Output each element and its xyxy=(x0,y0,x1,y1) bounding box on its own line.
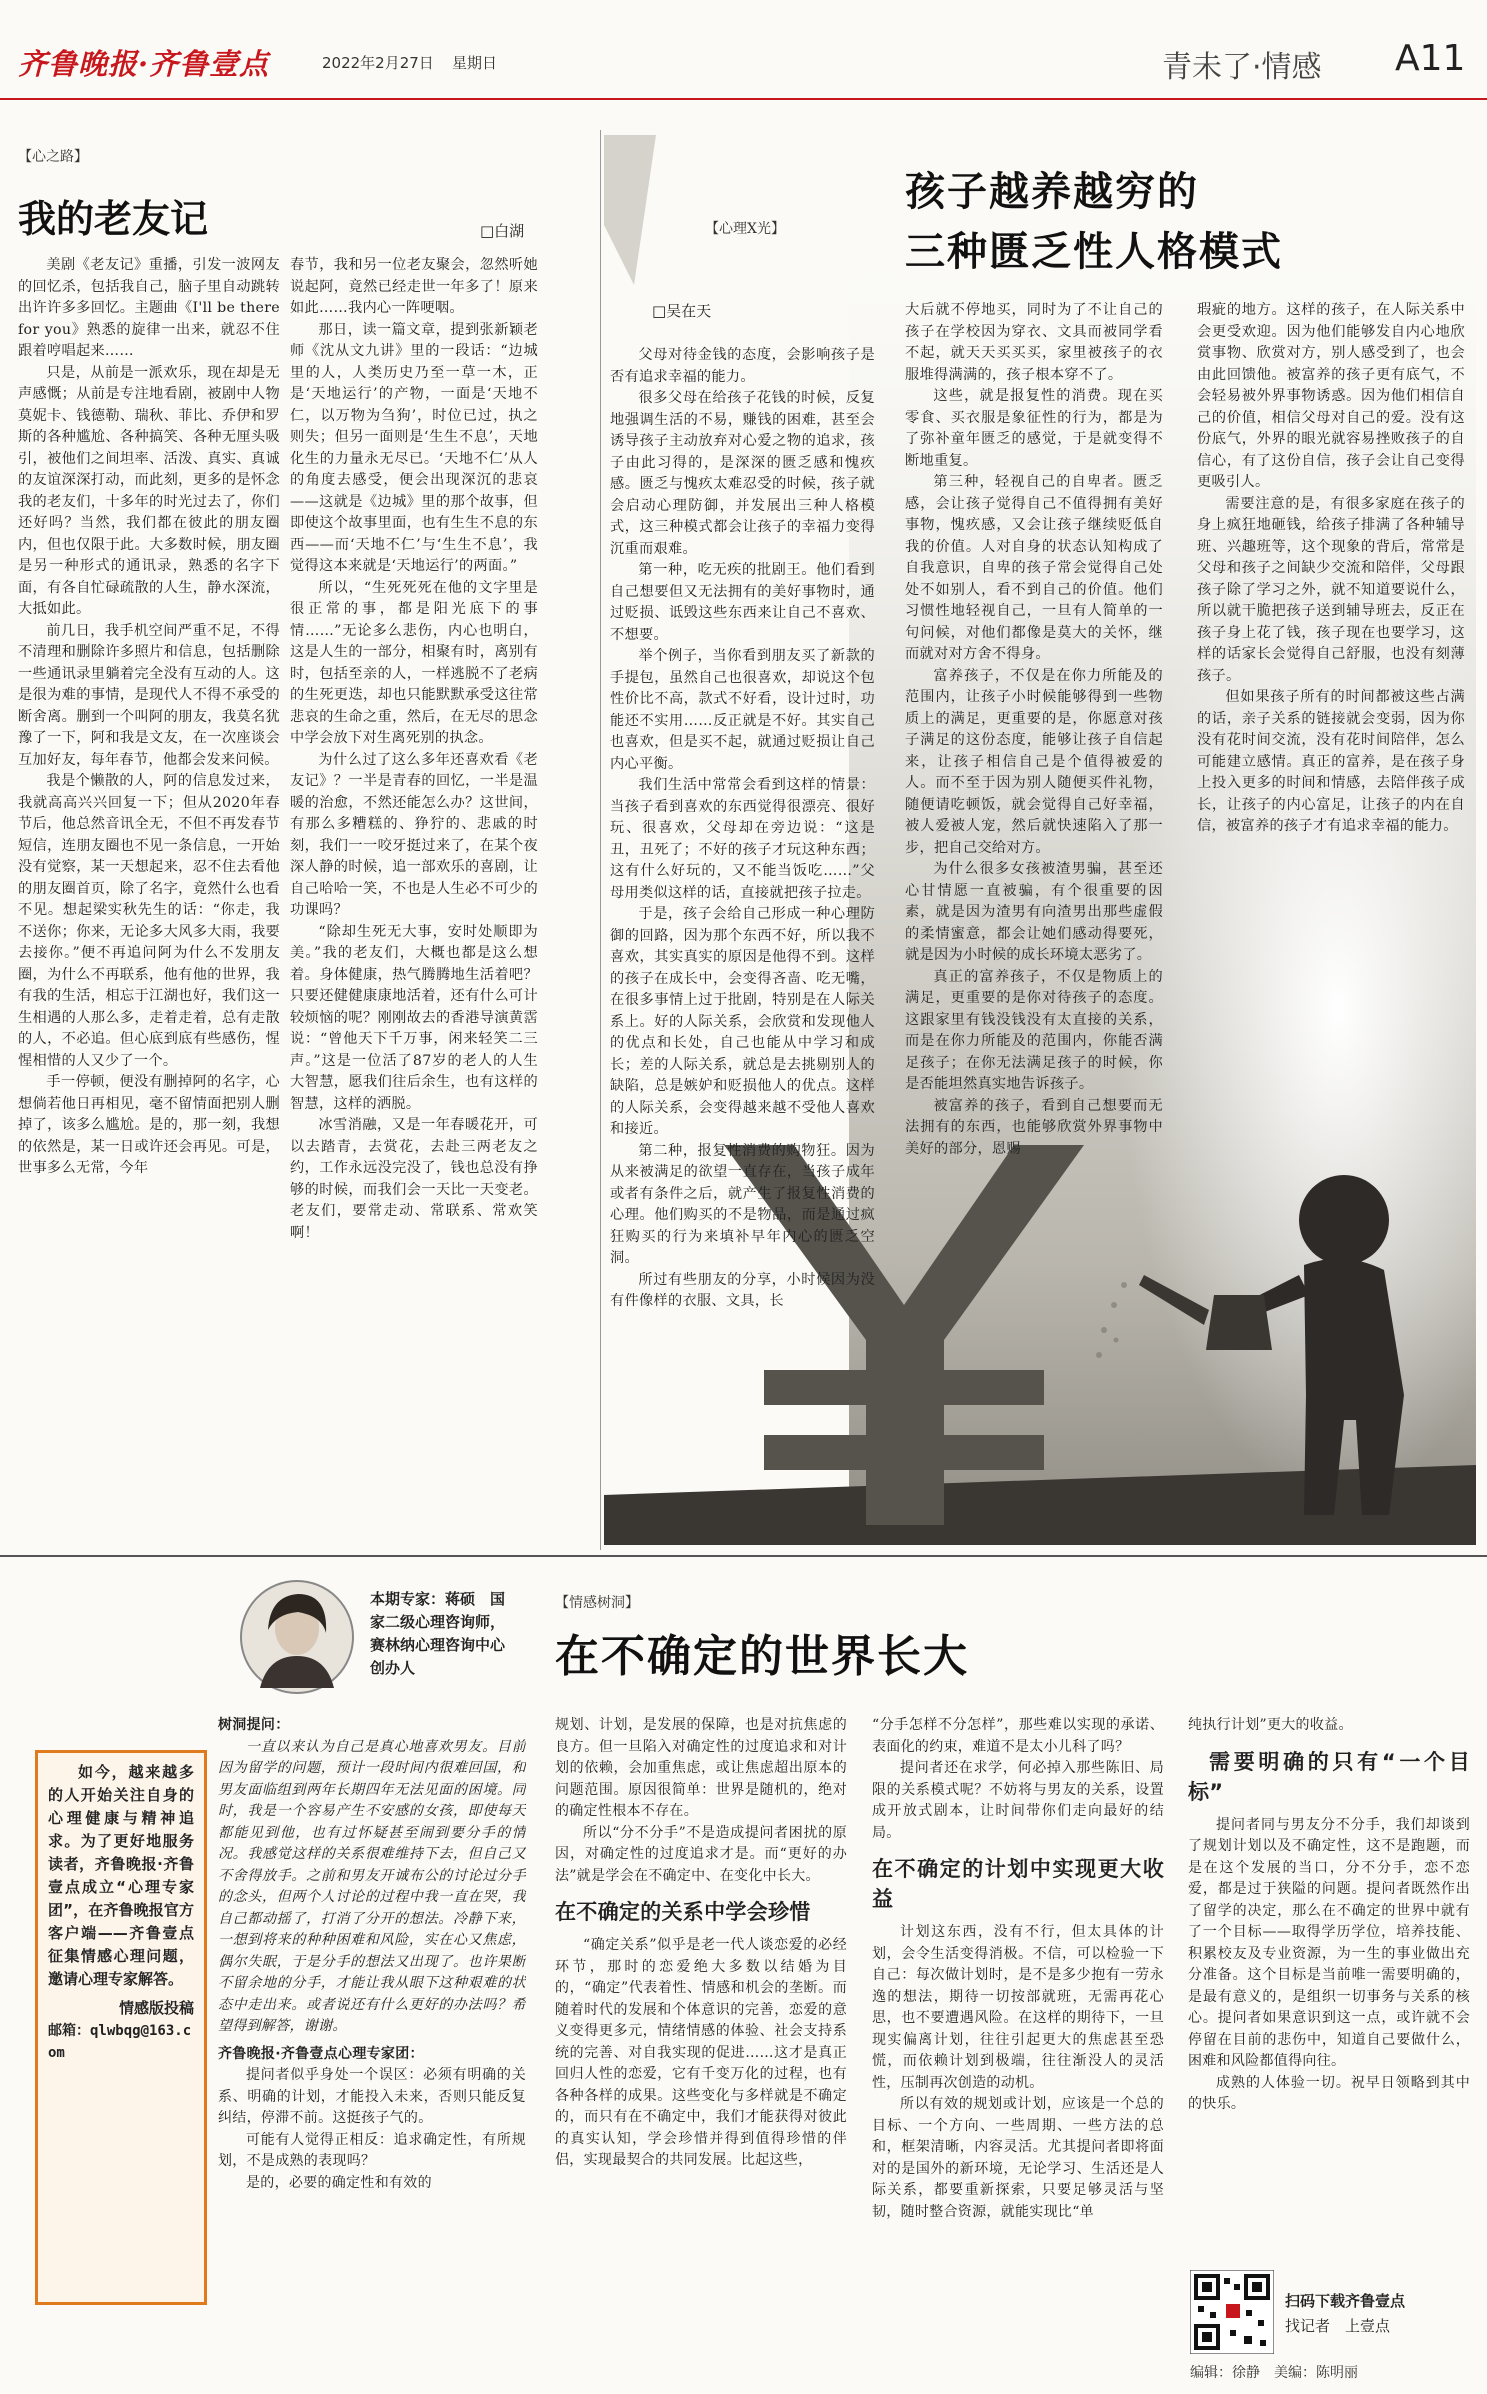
paragraph: 所以“分不分手”不是造成提问者困扰的原因，对确定性的过度追求才是。而“更好的办法”就是学会在不确定中、在变化中长大。 xyxy=(555,1824,847,1884)
paragraph: 第三种，轻视自己的自卑者。匮乏感，会让孩子觉得自己不值得拥有美好事物，愧疚感，又会让孩子继续贬低自我的价值。人对自身的状态认知构成了自我意识，自卑的孩子常会觉得自己处处不如别人，看不到自己的价值。他们习惯性地轻视自己，一旦有人简单的一句问候，对他们都像是莫大的关怀，继而就对对方舍不得身。 xyxy=(905,474,1163,662)
paragraph: 所过有些朋友的分享，小时候因为没有件像样的衣服、文具，长 xyxy=(610,1271,875,1309)
article3-column-1 xyxy=(218,1715,526,2380)
paragraph: 纯执行计划”更大的收益。 xyxy=(1188,1717,1353,1733)
subheading-1: 在不确定的关系中学会珍惜 xyxy=(555,1900,811,1924)
paragraph: 这些，就是报复性的消费。现在买零食、买衣服是象征性的行为，都是为了弥补童年匮乏的感觉，于是就变得不断地重复。 xyxy=(905,388,1163,469)
masthead-rule xyxy=(0,98,1487,100)
question-label: 树洞提问： xyxy=(218,1717,290,1733)
paragraph: 那日，读一篇文章，提到张新颖老师《沈从文九讲》里的一段话：“边城里的人，人类历史乃至一草一木，正是‘天地运行’的产物，一面是‘天地不仁，以万物为刍狗’，时位已过，执之则失；但另一面则是‘生生不息’，天地化生的力量永无尽已。‘天地不仁’从人的角度去感受，便会出现深沉的悲哀——这就是《边城》里的那个故事，但即使这个故事里面，也有生生不息的东西——而‘天地不仁’与‘生生不息’，我觉得这本来就是‘天地运行’的两面。” xyxy=(290,321,538,574)
article3-column-3 xyxy=(872,1715,1164,2380)
issue-weekday: 星期日 xyxy=(452,54,498,72)
sidebar-email[interactable]: 邮箱：qlwbqg@163.com xyxy=(48,2023,192,2061)
paragraph: 第一种，吃无疾的批剧王。他们看到自己想要但又无法拥有的美好事物时，通过贬损、诋毁这些东西来让自己不喜欢、不想要。 xyxy=(610,562,875,643)
paragraph: 父母对待金钱的态度，会影响孩子是否有追求幸福的能力。 xyxy=(610,347,875,385)
page-number: A11 xyxy=(1395,38,1466,79)
question-text: 一直以来认为自己是真心地喜欢男友。目前因为留学的问题，预计一段时间内很难回国，和男友面临组到两年长期四年无法见面的困境。同时，我是一个容易产生不安感的女孩，即使每天都能见到他，也有过怀疑甚至闹到要分手的情况。我感觉这样的关系很难维持下去，但自己又不舍得放手。之前和男友开诚布公的讨论过分手的念头，但两个人讨论的过程中我一直在哭，我自己都动摇了，打消了分开的想法。冷静下来，一想到将来的种种困难和风险，实在心又焦虑，偶尔失眠，于是分手的想法又出现了。也许果断不留余地的分手，才能让我从眼下这种艰难的状态中走出来。或者说还有什么更好的办法吗？希望得到解答，谢谢。 xyxy=(218,1738,526,2034)
article2-column-3 xyxy=(1197,300,1465,1060)
paragraph: 可能有人觉得正相反：追求确定性，有所规划，不是成熟的表现吗？ xyxy=(218,2131,526,2169)
paragraph: 前几日，我手机空间严重不足，不得不清理和删除许多照片和信息，包括删除一些通讯录里躺着完全没有互动的人。这是很为难的事情，是现代人不得不承受的断舍离。删到一个叫阿的朋友，我莫名犹豫了一下，阿和我是文友，在一次座谈会互加好友，每年春节，他都会发来问候。 xyxy=(18,622,280,768)
paragraph: 规划、计划，是发展的保障，也是对抗焦虑的良方。但一旦陷入对确定性的过度追求和对计划的依赖，会加重焦虑，或让焦虑超出原本的问题范围。原因很简单：世界是随机的，绝对的确定性根本不存在。 xyxy=(555,1717,847,1819)
expert-avatar xyxy=(238,1578,356,1696)
paragraph: 举个例子，当你看到朋友买了新款的手提包，虽然自己也很喜欢，却说这个包性价比不高，款式不好看，设计过时，功能还不实用……反正就是不好。其实自己也喜欢，但是买不起，就通过贬损让自己内心平衡。 xyxy=(610,648,875,772)
issue-date: 2022年2月27日 xyxy=(322,54,434,72)
masthead xyxy=(0,0,1487,100)
paragraph: 第二种，报复性消费的购物狂。因为从来被满足的欲望一直存在，当孩子成年或者有条件之后，就产生了报复性消费的心理。他们购买的不是物品，而是通过疯狂购买的行为来填补早年内心的匮乏空洞。 xyxy=(610,1142,875,1266)
article2-column-1 xyxy=(610,345,875,1540)
paragraph: 为什么过了这么多年还喜欢看《老友记》？一半是青春的回忆，一半是温暖的治愈，不然还能怎么办？这世间，有那么多糟糕的、狰狞的、悲戚的时刻，我们一一咬牙挺过来了，在某个夜深人静的时候，追一部欢乐的喜剧，让自己哈哈一笑，不也是人生必不可少的功课吗？ xyxy=(290,751,538,918)
paragraph: 冰雪消融，又是一年春暖花开，可以去踏青，去赏花，去赴三两老友之约，工作永远没完没了，钱也总没有挣够的时候，而我们会一天比一天变老。老友们，要常走动、常联系、常欢笑啊！ xyxy=(290,1117,538,1241)
paragraph: 是的，必要的确定性和有效的 xyxy=(246,2174,432,2191)
qr-code-icon[interactable] xyxy=(1190,2270,1274,2354)
paragraph: 手一停顿，便没有删掉阿的名字，心想倘若他日再相见，毫不留情面把别人删掉了，该多么尴尬。是的，那一刻，我想的依然是，某一日或许还会再见。可是，世事多么无常，今年 xyxy=(18,1074,280,1176)
paragraph: 很多父母在给孩子花钱的时候，反复地强调生活的不易，赚钱的困难，甚至会诱导孩子主动放弃对心爱之物的追求，孩子由此习得的，是深深的匮乏感和愧疚感。匮乏与愧疚太难忍受的时候，孩子就会启动心理防御，并发展出三种人格模式，这三种模式都会让孩子的幸福力变得沉重而艰难。 xyxy=(610,390,875,557)
paragraph: 提问者似乎身处一个误区：必须有明确的关系、明确的计划，才能投入未来，否则只能反复纠结，停滞不前。这挺孩子气的。 xyxy=(218,2067,526,2126)
article1-author: □白湖 xyxy=(480,222,525,240)
article2-title-line2: 三种匮乏性人格模式 xyxy=(905,229,1283,275)
expert-bio: 本期专家：蒋硕 国家二级心理咨询师，赛林纳心理咨询中心创办人 xyxy=(370,1590,506,1677)
answer-label: 齐鲁晚报·齐鲁壹点心理专家团： xyxy=(218,2045,424,2062)
article2-column-tag: 【心理X光】 xyxy=(705,221,785,237)
paragraph: 春节，我和另一位老友聚会，忽然听她说起阿，竟然已经走世一年多了！原来如此……我内心一阵哽咽。 xyxy=(290,257,538,316)
qr-subtitle: 找记者 上壹点 xyxy=(1285,2317,1391,2335)
paragraph: 瑕疵的地方。这样的孩子，在人际关系中会更受欢迎。因为他们能够发自内心地欣赏事物、欣赏对方，别人感受到了，也会由此回馈他。被富养的孩子更有底气，不会轻易被外界事物诱惑。因为他们相信自己的价值，相信父母对自己的爱。没有这份底气，外界的眼光就容易挫败孩子的自信心，有了这份自信，孩子会让自己变得更吸引人。 xyxy=(1197,302,1465,490)
article3-column-4 xyxy=(1188,1715,1470,2245)
paragraph: 于是，孩子会给自己形成一种心理防御的回路，因为那个东西不好，所以我不喜欢，其实真实的原因是他得不到。这样的孩子在成长中，会变得吝啬、吃无嘴，在很多事情上过于批剧，特别是在人际关系上。好的人际关系，会欣赏和发现他人的优点和长处，自己也能从中学习和成长；差的人际关系，就总是去挑剔别人的缺陷，总是嫉妒和贬损他人的优点。这样的人际关系，会变得越来越不受他人喜欢和接近。 xyxy=(610,906,875,1137)
article1-column-1 xyxy=(18,255,280,1545)
paragraph: 但如果孩子所有的时间都被这些占满的话，亲子关系的链接就会变弱，因为你没有花时间交流，没有花时间陪伴，怎么可能建立感情。真正的富养，是在孩子身上投入更多的时间和情感，去陪伴孩子成长，让孩子的内心富足，让孩子的内在自信，被富养的孩子才有追求幸福的能力。 xyxy=(1197,689,1465,834)
article2-column-2 xyxy=(905,300,1163,1470)
article3-column-tag: 【情感树洞】 xyxy=(555,1595,639,1611)
subheading-3: 需要明确的只有“一个目标” xyxy=(1188,1749,1470,1804)
paragraph: 为什么很多女孩被渣男骗，甚至还心甘情愿一直被骗，有个很重要的因素，就是因为渣男有向渣男出那些虚假的柔情蜜意，都会让她们感动得要死，就是因为小时候的成长环境太恶劣了。 xyxy=(905,861,1163,963)
paragraph: 计划这东西，没有不行，但太具体的计划，会令生活变得消极。不信，可以检验一下自己：每次做计划时，是不是多少抱有一劳永逸的想法，期待一切按部就班，无需再花心思，也不要遭遇风险。在这样的期待下，一旦现实偏离计划，往往引起更大的焦虑甚至恐慌，而依赖计划到极端，往往渐没人的灵活性，压制再次创造的动机。 xyxy=(872,1924,1164,2091)
expert-sidebar xyxy=(35,1750,207,2305)
credits: 编辑：徐静 美编：陈明丽 xyxy=(1190,2365,1358,2381)
paragraph: 真正的富养孩子，不仅是物质上的满足，更重要的是你对待孩子的态度。这跟家里有钱没钱没有太直接的关系，而是在你力所能及的范围内，你能否满足孩子；在你无法满足孩子的时候，你是否能坦然真实地告诉孩子。 xyxy=(905,968,1163,1092)
sidebar-email-label: 情感版投稿 xyxy=(118,1999,194,2017)
corner-shape xyxy=(604,135,656,285)
sidebar-text: 如今，越来越多的人开始关注自身的心理健康与精神追求。为了更好地服务读者，齐鲁晚报·齐鲁壹点成立“心理专家团”，在齐鲁晚报官方客户端——齐鲁壹点征集情感心理问题，邀请心理专家解答。 xyxy=(48,1763,194,1988)
paragraph: 所以，“生死死死在他的文字里是很正常的事，都是阳光底下的事情……”无论多么悲伤，内心也明白，这是人生的一部分，相聚有时，离别有时，包括至亲的人，一样逃脱不了老病的生死更迭，却也只能默默承受这往常悲哀的生命之重，然后，在无尽的思念中学会放下对生离死别的执念。 xyxy=(290,579,538,746)
paragraph: “确定关系”似乎是老一代人谈恋爱的必经环节，那时的恋爱绝大多数以结婚为目的，“确定”代表着性、情感和机会的垄断。而随着时代的发展和个体意识的完善，恋爱的意义变得更多元，情绪情感的体验、社会支持系统的完善、对自我实现的促进……这才是真正回归人性的恋爱，它有千变万化的过程，也有各种各样的成果。这些变化与多样就是不确定的，而只有在不确定中，我们才能获得对彼此的真实认知，学会珍惜并得到值得珍惜的伴侣，实现最契合的共同发展。比起这些， xyxy=(555,1937,847,2168)
article3-column-2 xyxy=(555,1715,847,2380)
paragraph: 需要注意的是，有很多家庭在孩子的身上疯狂地砸钱，给孩子排满了各种辅导班、兴趣班等，这个现象的背后，常常是父母和孩子之间缺少交流和陪伴，父母跟孩子除了学习之外，就不知道要说什么，所以就干脆把孩子送到辅导班去，反正在孩子身上花了钱，孩子现在也要学习，这样的话家长会觉得自己舒服，也没有刻薄孩子。 xyxy=(1197,495,1465,684)
section-rule xyxy=(0,1555,1487,1557)
paragraph: 美剧《老友记》重播，引发一波网友的回忆杀，包括我自己，脑子里自动跳转出许许多多回忆。主题曲《I'll be there for you》熟悉的旋律一出来，就忍不住跟着哼唱起来…… xyxy=(18,257,280,359)
article1-column-tag: 【心之路】 xyxy=(18,149,88,165)
paragraph: 被富养的孩子，看到自己想要而无法拥有的东西，也能够欣赏外界事物中美好的部分，恩赐 xyxy=(905,1097,1163,1157)
paragraph: 富养孩子，不仅是在你力所能及的范围内，让孩子小时候能够得到一些物质上的满足，更重要的是，你愿意对孩子满足的这份态度，能够让孩子自信起来，让孩子相信自己是个值得被爱的人。而不至于因为别人随便买件礼物，随便请吃顿饭，就会觉得自己好幸福，被人爱被人宠，然后就快速陷入了那一步，把自己交给对方。 xyxy=(905,667,1163,856)
article1-column-2 xyxy=(290,255,538,1545)
brand-logo: 齐鲁晚报·齐鲁壹点 xyxy=(18,47,270,81)
article2-title-line1: 孩子越养越穷的 xyxy=(905,169,1199,215)
paragraph: 提问者还在求学，何必掉入那些陈旧、局限的关系模式呢？不妨将与男友的关系，设置成开放式剧本，让时间带你们走向最好的结局。 xyxy=(872,1760,1164,1841)
paragraph: “除却生死无大事，安时处顺即为美。”我的老友们，大概也都是这么想着。身体健康，热气腾腾地生活着吧？只要还健健康康地活着，还有什么可计较烦恼的呢？刚刚故去的香港导演黄霑说：“曾他天下千万事，闲来轻笑二三声。”这是一位活了87岁的老人的人生大智慧，愿我们往后余生，也有这样的智慧，这样的洒脱。 xyxy=(290,923,538,1112)
paragraph: 提问者同与男友分不分手，我们却谈到了规划计划以及不确定性，这不是跑题，而是在这个发展的当口，分不分手，恋不恋爱，都是过于狭隘的问题。提问者既然作出了留学的决定，那么在不确定的世界中就有了一个目标——取得学历学位，培养技能、积累校友及专业资源，为一生的事业做出充分准备。这个目标是当前唯一需要明确的，是最有意义的，是组织一切事务与关系的核心。提问者如果意识到这一点，或许就不会停留在目前的悲伤中，知道自己要做什么，困难和风险都值得向往。 xyxy=(1188,1816,1470,2069)
article3-title: 在不确定的世界长大 xyxy=(555,1631,969,1682)
paragraph: “分手怎样不分怎样”，那些难以实现的承诺、表面化的约束，难道不是太小儿科了吗？ xyxy=(872,1717,1164,1755)
subheading-2: 在不确定的计划中实现更大收益 xyxy=(872,1857,1164,1911)
article1-title: 我的老友记 xyxy=(18,197,209,241)
paragraph: 大后就不停地买，同时为了不让自己的孩子在学校因为穿衣、文具而被同学看不起，就天天买买买，家里被孩子的衣服堆得满满的，孩子根本穿不了。 xyxy=(905,302,1163,383)
column-divider xyxy=(600,130,601,1550)
article2-author: □吴在天 xyxy=(652,302,712,320)
paragraph: 我是个懒散的人，阿的信息发过来，我就高高兴兴回复一下；但从2020年春节后，他总然音讯全无，不但不再发春节短信，连朋友圈也不见一条信息，一开始没有觉察，某一天想起来，忍不住去看他的朋友圈首页，除了名字，竟然什么也看不见。想起梁实秋先生的话：“你走，我不送你；你来，无论多大风多大雨，我要去接你。”便不再追问阿为什么不发朋友圈，为什么不再联系，他有他的世界，我有我的生活，相忘于江湖也好，我们这一生相遇的人那么多，走着走着，总有走散的人，不必追。但心底到底有些感伤，惺惺相惜的人又少了一个。 xyxy=(18,773,280,1069)
paragraph: 所以有效的规划或计划，应该是一个总的目标、一个方向、一些周期、一些方法的总和，框架清晰，内容灵活。尤其提问者即将面对的是国外的新环境，无论学习、生活还是人际关系，都要重新探索，只要足够灵活与坚韧，随时整合资源，就能实现比“单 xyxy=(872,2096,1164,2220)
qr-title: 扫码下载齐鲁壹点 xyxy=(1285,2292,1406,2310)
section-name: 青未了·情感 xyxy=(1162,50,1322,85)
paragraph: 成熟的人体验一切。祝早日领略到其中的快乐。 xyxy=(1188,2074,1470,2112)
paragraph: 只是，从前是一派欢乐，现在却是无声感慨；从前是专注地看剧，被剧中人物莫妮卡、钱德勒、瑞秋、菲比、乔伊和罗斯的各种尴尬、各种搞笑、各种无厘头吸引，被他们之间坦率、活泼、真实、真诚的友谊深深打动，而此刻，更多的是怀念我的老友们，十多年的时光过去了，你们还好吗？当然，我们都在彼此的朋友圈内，但也仅限于此。大多数时候，朋友圈是另一种形式的通讯录，熟悉的名字下面，有各自忙碌疏散的人生，静水深流，大抵如此。 xyxy=(18,364,280,617)
paragraph: 我们生活中常常会看到这样的情景：当孩子看到喜欢的东西觉得很漂亮、很好玩、很喜欢，父母却在旁边说：“这是丑，丑死了；不好的孩子才玩这种东西；这有什么好玩的，又不能当饭吃……”父母用类似这样的话，直接就把孩子拉走。 xyxy=(610,777,875,901)
